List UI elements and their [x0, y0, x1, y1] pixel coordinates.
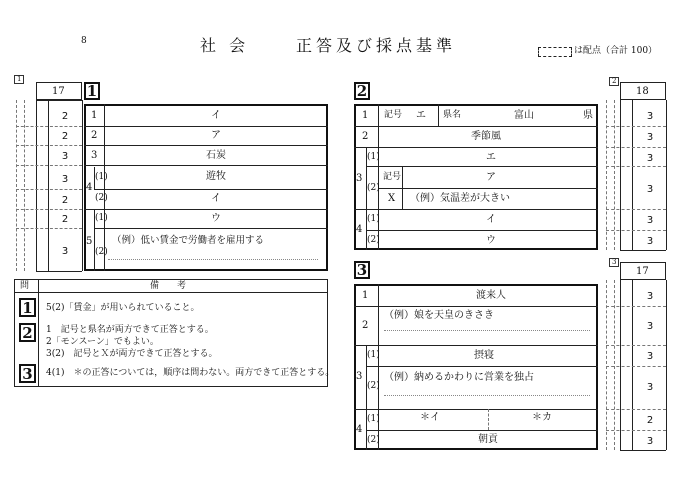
q2-score-3-1: 3	[646, 153, 654, 164]
left-score-marker: 1	[14, 75, 24, 84]
points-note: は配点（合計 100）	[574, 46, 658, 56]
q1-label-4: 4	[86, 182, 93, 193]
q3-answer-4-1a: ＊イ	[420, 412, 440, 423]
subject-title: 社 会	[200, 36, 250, 55]
q2-answer-4-1: イ	[486, 214, 496, 225]
q3-score-marker: 3	[609, 258, 619, 267]
q1-sub-5-1: (1)	[95, 213, 108, 223]
q2-kenmei-label: 県名	[443, 110, 462, 120]
q3-answer-3-1: 摂寝	[474, 350, 494, 361]
q2-kigo-1: エ	[416, 110, 426, 121]
q2-answer-3-1: エ	[486, 152, 496, 163]
q3-label-1: 1	[362, 290, 369, 301]
q2-label-4: 4	[356, 224, 363, 235]
notes-q2-line-1: 1 記号と県名が両方できて正答とする。	[46, 325, 214, 335]
notes-q2-line-3: 3(2) 記号とＸが両方できて正答とする。	[46, 349, 218, 359]
q1-answer-5-1: ウ	[211, 213, 221, 224]
q1-score-5-1: 2	[61, 214, 69, 225]
q2-total: 18	[636, 86, 649, 97]
q1-answer-2: ア	[211, 130, 221, 141]
left-total: 17	[52, 86, 65, 97]
q3-answer-4-2: 朝貢	[478, 434, 498, 445]
q3-score-2: 3	[646, 321, 654, 332]
notes-header-q: 問	[20, 281, 30, 291]
q1-number: 1	[84, 82, 100, 100]
q2-score-4-2: 3	[646, 236, 654, 247]
notes-q2-line-2: 2「モンスーン」でもよい。	[46, 337, 159, 347]
q1-sub-4-1: (1)	[95, 172, 108, 182]
q2-label-3: 3	[356, 173, 363, 184]
q1-score-1: 2	[61, 111, 69, 122]
q1-sub-4-2: (2)	[95, 193, 108, 203]
q3-label-4: 4	[356, 424, 363, 435]
q1-score-5-2: 3	[61, 246, 69, 257]
notes-q2-number: 2	[19, 323, 36, 342]
q2-sub-3-2: (2)	[367, 183, 380, 193]
q3-table	[354, 284, 598, 450]
q1-score-4-2: 2	[61, 195, 69, 206]
q2-sub-3-1: (1)	[367, 152, 380, 162]
q3-score-4-2: 3	[646, 436, 654, 447]
notes-q3-line-1: 4(1) ＊の正答については，順序は問わない。両方できて正答とする。	[46, 368, 335, 378]
notes-q1-line-1: 5(2)「賃金」が用いられていること。	[46, 303, 200, 313]
q2-answer-2: 季節風	[471, 131, 501, 142]
q3-label-2: 2	[362, 320, 369, 331]
q2-sub-4-1: (1)	[367, 214, 380, 224]
page-number: 8	[81, 36, 87, 46]
q1-answer-4-1: 遊牧	[206, 171, 226, 182]
points-legend-box	[538, 47, 572, 57]
q2-kigo-3: ア	[486, 172, 496, 183]
q3-score-3-2: 3	[646, 382, 654, 393]
q2-score-4-1: 3	[646, 215, 654, 226]
q2-score-1: 3	[646, 111, 654, 122]
q3-sub-4-2: (2)	[367, 435, 380, 445]
q2-ken: 県	[583, 110, 593, 121]
q1-answer-4-2: イ	[211, 193, 221, 204]
q3-score-3-1: 3	[646, 351, 654, 362]
q1-score-4-1: 3	[61, 174, 69, 185]
q3-sub-3-2: (2)	[367, 381, 380, 391]
q1-answer-3: 石炭	[206, 150, 226, 161]
q1-sub-5-2: (2)	[95, 247, 108, 257]
q3-sub-3-1: (1)	[367, 350, 380, 360]
q2-kigo-label-1: 記号	[384, 110, 403, 120]
q3-number: 3	[354, 261, 370, 279]
page-title: 正答及び採点基準	[296, 36, 457, 55]
notes-q1-number: 1	[19, 298, 36, 317]
q2-kigo-label-3: 記号	[383, 172, 402, 182]
q2-label-1: 1	[362, 110, 369, 121]
q3-answer-1: 渡来人	[476, 290, 506, 301]
q3-answer-4-1b: ＊カ	[532, 412, 552, 423]
q3-total: 17	[636, 266, 649, 277]
q1-answer-5-2: （例）低い賃金で労働者を雇用する	[112, 235, 265, 246]
q1-label-5: 5	[86, 236, 93, 247]
q2-score-3-2: 3	[646, 184, 654, 195]
q3-answer-3-2: （例）納めるかわりに営業を独占	[384, 372, 534, 383]
q2-number: 2	[354, 82, 370, 100]
q1-answer-1: イ	[211, 110, 221, 121]
q1-label-2: 2	[91, 130, 98, 141]
q3-score-1: 3	[646, 291, 654, 302]
q1-label-1: 1	[91, 110, 98, 121]
q2-score-marker: 2	[609, 77, 619, 86]
q2-kenmei: 富山	[514, 110, 534, 121]
q3-sub-4-1: (1)	[367, 414, 380, 424]
q1-score-2: 2	[61, 131, 69, 142]
q2-label-2: 2	[362, 131, 369, 142]
q1-label-3: 3	[91, 150, 98, 161]
q3-answer-2: （例）娘を天皇のきさき	[384, 310, 494, 321]
q2-answer-3-x: （例）気温差が大きい	[410, 193, 510, 204]
q3-label-3: 3	[356, 371, 363, 382]
q2-score-2: 3	[646, 132, 654, 143]
q3-score-4-1: 2	[646, 415, 654, 426]
q1-score-3: 3	[61, 151, 69, 162]
q2-answer-4-2: ウ	[486, 235, 496, 246]
q2-sub-4-2: (2)	[367, 235, 380, 245]
q2-x-label: X	[388, 193, 396, 204]
notes-q3-number: 3	[19, 364, 36, 383]
notes-header-remarks: 備 考	[150, 281, 187, 291]
